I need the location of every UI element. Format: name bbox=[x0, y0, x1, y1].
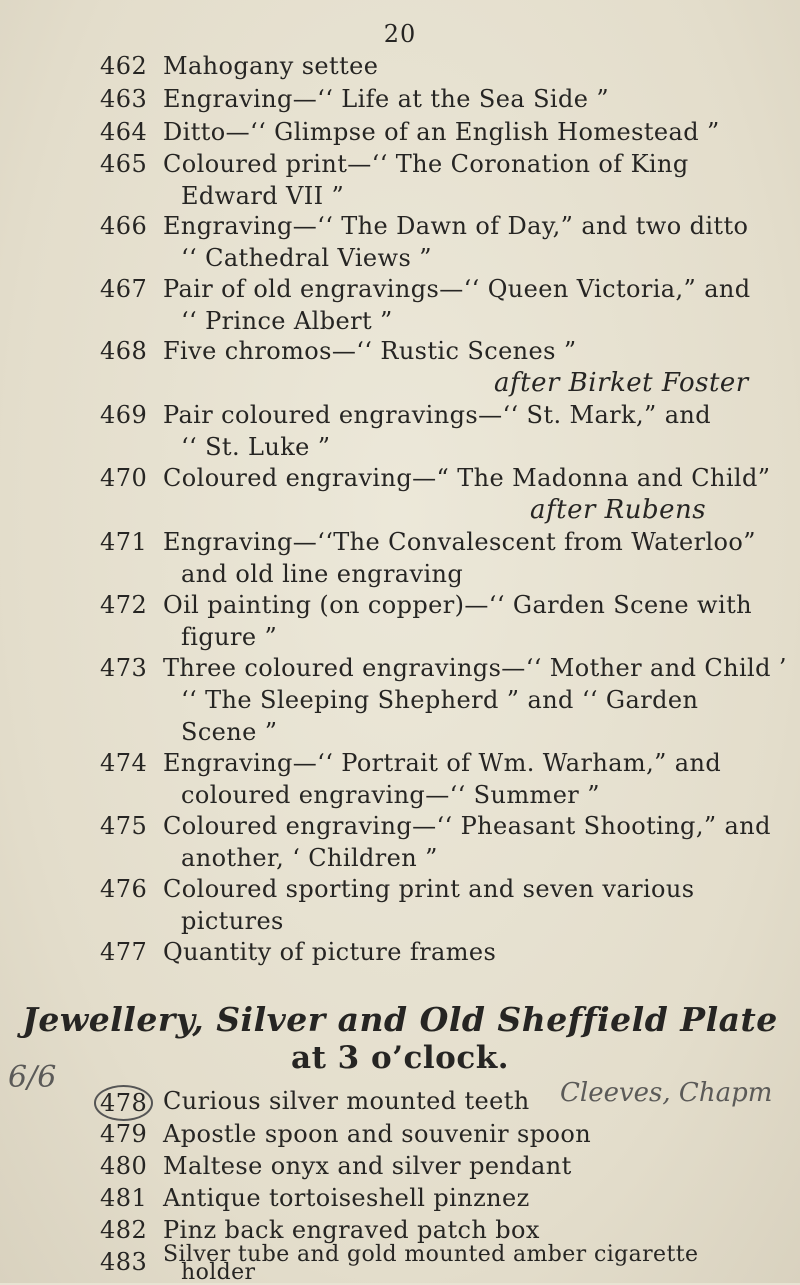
lot-description: Coloured sporting print and seven various pictures bbox=[163, 875, 695, 935]
handwritten-buyer-note: Cleeves, Chapm bbox=[560, 1078, 773, 1108]
lot-description: Antique tortoiseshell pinznez bbox=[163, 1184, 530, 1212]
lot-description: Engraving—‘‘ Life at the Sea Side ” bbox=[163, 85, 610, 113]
lot-description: Apostle spoon and souvenir spoon bbox=[163, 1120, 592, 1148]
lot-number: 472 bbox=[100, 591, 148, 619]
lot-description: Maltese onyx and silver pendant bbox=[163, 1152, 572, 1180]
lot-number: 470 bbox=[100, 464, 148, 492]
lot-description: Pair coloured engravings—‘‘ St. Mark,” and ‘‘ St. Luke ” bbox=[163, 401, 712, 461]
lot-470-attribution: after Rubens bbox=[530, 495, 707, 525]
lot-description: Engraving—‘‘The Convalescent from Waterloo” and old line engraving bbox=[163, 528, 756, 588]
lot-number: 479 bbox=[100, 1120, 148, 1148]
lot-number: 463 bbox=[100, 85, 148, 113]
lot-number: 483 bbox=[100, 1248, 148, 1276]
lot-description: Oil painting (on copper)—‘‘ Garden Scene with figure ” bbox=[163, 591, 752, 651]
lot-description: Engraving—‘‘ The Dawn of Day,” and two ditto ‘‘ Cathedral Views ” bbox=[163, 212, 749, 272]
lot-number: 471 bbox=[100, 528, 148, 556]
margin-pencil-note: 6/6 bbox=[8, 1060, 57, 1095]
lot-description: Curious silver mounted teeth bbox=[163, 1087, 530, 1115]
lot-number: 473 bbox=[100, 654, 148, 682]
page-number: 20 bbox=[383, 20, 417, 48]
lot-description: Pair of old engravings—‘‘ Queen Victoria,” and ‘‘ Prince Albert ” bbox=[163, 275, 751, 335]
lot-number: 469 bbox=[100, 401, 148, 429]
lot-number: 468 bbox=[100, 337, 148, 365]
lot-number: 465 bbox=[100, 150, 148, 178]
lot-number: 475 bbox=[100, 812, 148, 840]
lot-number: 466 bbox=[100, 212, 148, 240]
lot-description: Silver tube and gold mounted amber cigarette holder bbox=[163, 1242, 699, 1285]
section-subtitle: at 3 o’clock. bbox=[290, 1040, 509, 1076]
lot-description: Coloured print—‘‘ The Coronation of King Edward VII ” bbox=[163, 150, 689, 210]
lot-number: 477 bbox=[100, 938, 148, 966]
lot-number: 467 bbox=[100, 275, 148, 303]
lot-description: Five chromos—‘‘ Rustic Scenes ” bbox=[163, 337, 577, 365]
lot-number: 476 bbox=[100, 875, 148, 903]
lot-description: Quantity of picture frames bbox=[163, 938, 497, 966]
lot-number: 474 bbox=[100, 749, 148, 777]
lot-description: Engraving—‘‘ Portrait of Wm. Warham,” and coloured engraving—‘‘ Summer ” bbox=[163, 749, 722, 809]
lot-description: Three coloured engravings—‘‘ Mother and Child ’ ‘‘ The Sleeping Shepherd ” and ‘‘ Garden Scene ” bbox=[163, 654, 787, 746]
lot-description: Coloured engraving—“ The Madonna and Child” bbox=[163, 464, 771, 492]
lot-number: 482 bbox=[100, 1216, 148, 1244]
lot-number: 464 bbox=[100, 118, 148, 146]
lot-number: 478 bbox=[94, 1085, 153, 1121]
lot-description: Ditto—‘‘ Glimpse of an English Homestead ” bbox=[163, 118, 720, 146]
lot-description: Coloured engraving—‘‘ Pheasant Shooting,” and another, ‘ Children ” bbox=[163, 812, 771, 872]
section-title: Jewellery, Silver and Old Sheffield Plate bbox=[22, 1000, 778, 1039]
lot-468-attribution: after Birket Foster bbox=[494, 368, 749, 398]
lot-number: 480 bbox=[100, 1152, 148, 1180]
lot-description: Mahogany settee bbox=[163, 52, 379, 80]
lot-description: Pinz back engraved patch box bbox=[163, 1216, 540, 1244]
lot-number: 462 bbox=[100, 52, 148, 80]
lot-number: 481 bbox=[100, 1184, 148, 1212]
